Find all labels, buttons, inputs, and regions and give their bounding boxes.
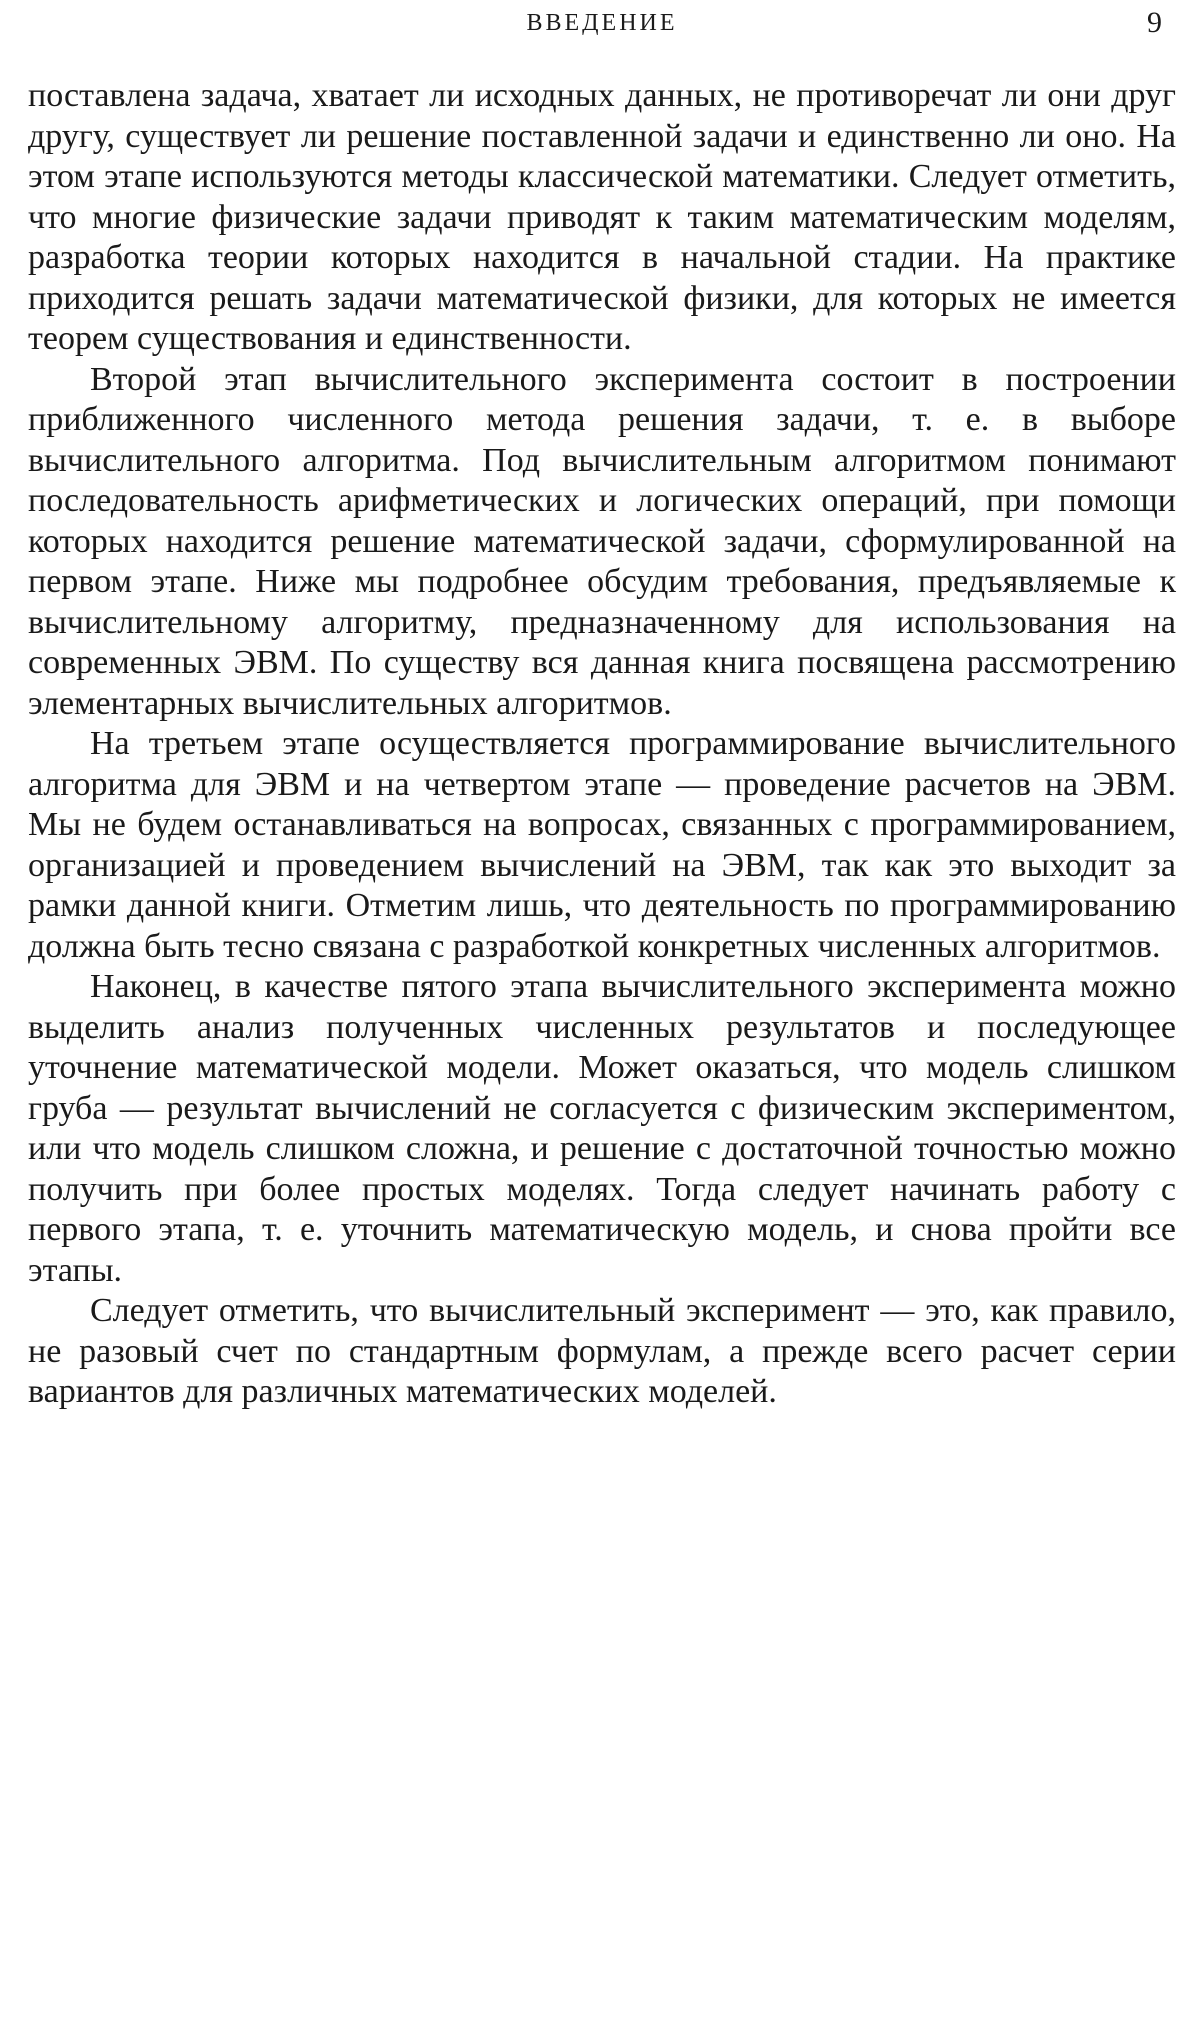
book-page: [28, 0, 1176, 2035]
body-text: [28, 76, 1176, 1413]
running-head: [28, 2, 1176, 54]
paragraph-5: Следует отметить, что вычислительный эксперимент — это, как правило, не разовый счет по стандартным формулам, а прежде всего расчет серии вариантов для различных математических моделей.: [28, 1292, 1176, 1410]
paragraph-4: Наконец, в качестве пятого этапа вычислительного эксперимента можно выделить анализ полученных численных результатов и последующее уточнение математической модели. Может оказаться, что модель слишком груба — результат вычислений не согласуется с физическим экспериментом, или что модель слишком сложна, и решение с достаточной точностью можно получить при более простых моделях. Тогда следует начинать работу с первого этапа, т. е. уточнить математическую модель, и снова пройти все этапы.: [28, 968, 1176, 1289]
paragraph-2: Второй этап вычислительного эксперимента состоит в построении приближенного численного метода решения задачи, т. е. в выборе вычислительного алгоритма. Под вычислительным алгоритмом понимают последовательность арифметических и логических операций, при помощи которых находится решение математической задачи, сформулированной на первом этапе. Ниже мы подробнее обсудим требования, предъявляемые к вычислительному алгоритму, предназначенному для использования на современных ЭВМ. По существу вся данная книга посвящена рассмотрению элементарных вычислительных алгоритмов.: [28, 360, 1176, 722]
paragraph-3: На третьем этапе осуществляется программирование вычислительного алгоритма для ЭВМ и на четвертом этапе — проведение расчетов на ЭВМ. Мы не будем останавливаться на вопросах, связанных с программированием, организацией и проведением вычислений на ЭВМ, так как это выходит за рамки данной книги. Отметим лишь, что деятельность по программированию должна быть тесно связана с разработкой конкретных численных алгоритмов.: [28, 725, 1176, 965]
page-number: 9: [1147, 6, 1162, 39]
paragraph-1: поставлена задача, хватает ли исходных данных, не противоречат ли они друг другу, существует ли решение поставленной задачи и единственно ли оно. На этом этапе используются методы классической математики. Следует отметить, что многие физические задачи приводят к таким математическим моделям, разработка теории которых находится в начальной стадии. На практике приходится решать задачи математической физики, для которых не имеется теорем существования и единственности.: [28, 77, 1176, 357]
running-title: ВВЕДЕНИЕ: [526, 10, 678, 36]
